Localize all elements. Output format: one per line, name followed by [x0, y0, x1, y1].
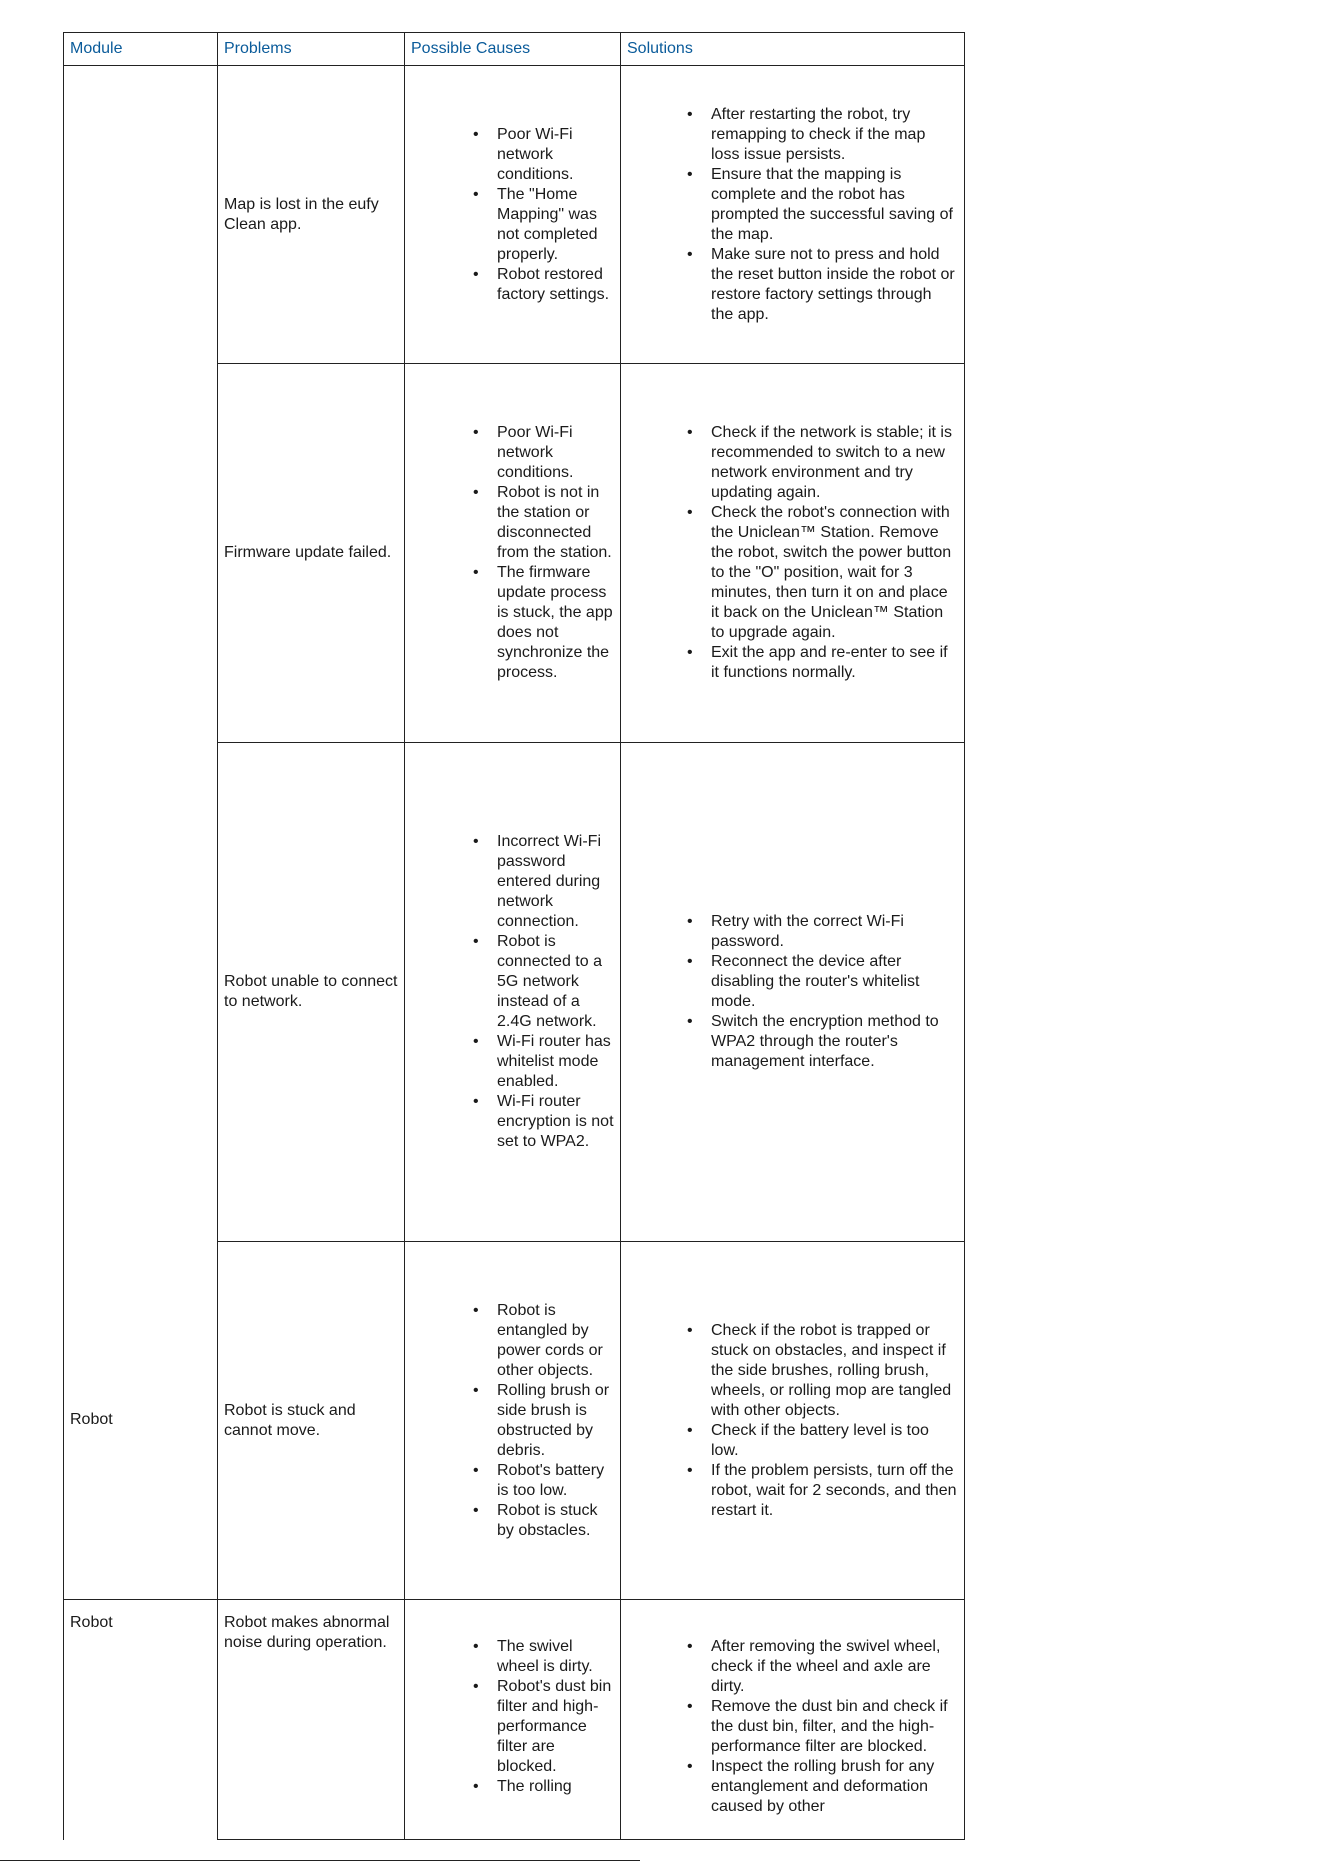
cause-item: • Poor Wi-Fi network conditions. — [473, 125, 614, 185]
causes-cell — [405, 66, 621, 364]
solutions-list — [627, 1637, 958, 1817]
causes-list — [411, 832, 614, 1152]
header-solutions: Solutions — [621, 33, 965, 66]
solution-item: • Make sure not to press and hold the reset button inside the robot or restore factory settings through the app. — [687, 245, 958, 325]
solutions-list — [627, 1321, 958, 1521]
table-row — [64, 1600, 965, 1840]
solutions-cell — [621, 1600, 965, 1840]
footnote-divider — [0, 1860, 640, 1861]
module-cell: Robot — [64, 1242, 218, 1600]
module-cell — [64, 364, 218, 743]
cause-item: • The swivel wheel is dirty. — [473, 1637, 614, 1677]
table-row — [64, 364, 965, 743]
cause-item: • Robot is not in the station or disconnected from the station. — [473, 483, 614, 563]
solution-item: • Check the robot's connection with the Uniclean™ Station. Remove the robot, switch the power button to the "O" position, wait for 3 minutes, then turn it on and place it back on the Uniclean™ Station to upgrade again. — [687, 503, 958, 643]
solution-item: • Exit the app and re-enter to see if it functions normally. — [687, 643, 958, 683]
table-row — [64, 1242, 965, 1600]
solutions-cell — [621, 1242, 965, 1600]
solution-item: • Ensure that the mapping is complete and the robot has prompted the successful saving of the map. — [687, 165, 958, 245]
solutions-cell — [621, 66, 965, 364]
cause-item: • Robot is stuck by obstacles. — [473, 1501, 614, 1541]
cause-item: • Robot restored factory settings. — [473, 265, 614, 305]
header-module: Module — [64, 33, 218, 66]
cause-item: • Robot's battery is too low. — [473, 1461, 614, 1501]
cause-item: • Incorrect Wi-Fi password entered during network connection. — [473, 832, 614, 932]
causes-cell — [405, 743, 621, 1242]
solution-item: • Check if the network is stable; it is recommended to switch to a new network environment and try updating again. — [687, 423, 958, 503]
solution-item: • Inspect the rolling brush for any entanglement and deformation caused by other — [687, 1757, 958, 1817]
cause-item: • The "Home Mapping" was not completed properly. — [473, 185, 614, 265]
solution-item: • Check if the battery level is too low. — [687, 1421, 958, 1461]
solution-item: • Retry with the correct Wi-Fi password. — [687, 912, 958, 952]
problem-cell: Robot makes abnormal noise during operation. — [218, 1600, 405, 1840]
solutions-list — [627, 912, 958, 1072]
module-cell — [64, 66, 218, 364]
cause-item: • Rolling brush or side brush is obstructed by debris. — [473, 1381, 614, 1461]
solution-item: • Switch the encryption method to WPA2 through the router's management interface. — [687, 1012, 958, 1072]
solutions-list — [627, 105, 958, 325]
header-possible-causes: Possible Causes — [405, 33, 621, 66]
cause-item: • Robot is entangled by power cords or other objects. — [473, 1301, 614, 1381]
cause-item: • Robot is connected to a 5G network instead of a 2.4G network. — [473, 932, 614, 1032]
cause-item: • Wi-Fi router has whitelist mode enabled. — [473, 1032, 614, 1092]
table-row — [64, 66, 965, 364]
problem-cell: Firmware update failed. — [218, 364, 405, 743]
troubleshooting-table — [63, 32, 965, 1840]
solutions-list — [627, 423, 958, 683]
cause-item: • Poor Wi-Fi network conditions. — [473, 423, 614, 483]
cause-item: • Wi-Fi router encryption is not set to WPA2. — [473, 1092, 614, 1152]
solution-item: • If the problem persists, turn off the robot, wait for 2 seconds, and then restart it. — [687, 1461, 958, 1521]
solutions-cell — [621, 364, 965, 743]
module-cell — [64, 743, 218, 1242]
causes-cell — [405, 1600, 621, 1840]
table-row — [64, 743, 965, 1242]
causes-list — [411, 125, 614, 305]
problem-cell: Map is lost in the eufy Clean app. — [218, 66, 405, 364]
causes-cell — [405, 1242, 621, 1600]
solution-item: • After restarting the robot, try remapping to check if the map loss issue persists. — [687, 105, 958, 165]
causes-list — [411, 1637, 614, 1797]
causes-list — [411, 1301, 614, 1541]
problem-cell: Robot is stuck and cannot move. — [218, 1242, 405, 1600]
solution-item: • Reconnect the device after disabling the router's whitelist mode. — [687, 952, 958, 1012]
solution-item: • Remove the dust bin and check if the dust bin, filter, and the high-performance filter are blocked. — [687, 1697, 958, 1757]
causes-cell — [405, 364, 621, 743]
causes-list — [411, 423, 614, 683]
cause-item: • The firmware update process is stuck, the app does not synchronize the process. — [473, 563, 614, 683]
solution-item: • Check if the robot is trapped or stuck on obstacles, and inspect if the side brushes, rolling brush, wheels, or rolling mop are tangled with other objects. — [687, 1321, 958, 1421]
header-problems: Problems — [218, 33, 405, 66]
cause-item: • Robot's dust bin filter and high-performance filter are blocked. — [473, 1677, 614, 1777]
table-header-row — [64, 33, 965, 66]
problem-cell: Robot unable to connect to network. — [218, 743, 405, 1242]
solutions-cell — [621, 743, 965, 1242]
solution-item: • After removing the swivel wheel, check if the wheel and axle are dirty. — [687, 1637, 958, 1697]
module-cell: Robot — [64, 1600, 218, 1840]
cause-item: • The rolling — [473, 1777, 614, 1797]
